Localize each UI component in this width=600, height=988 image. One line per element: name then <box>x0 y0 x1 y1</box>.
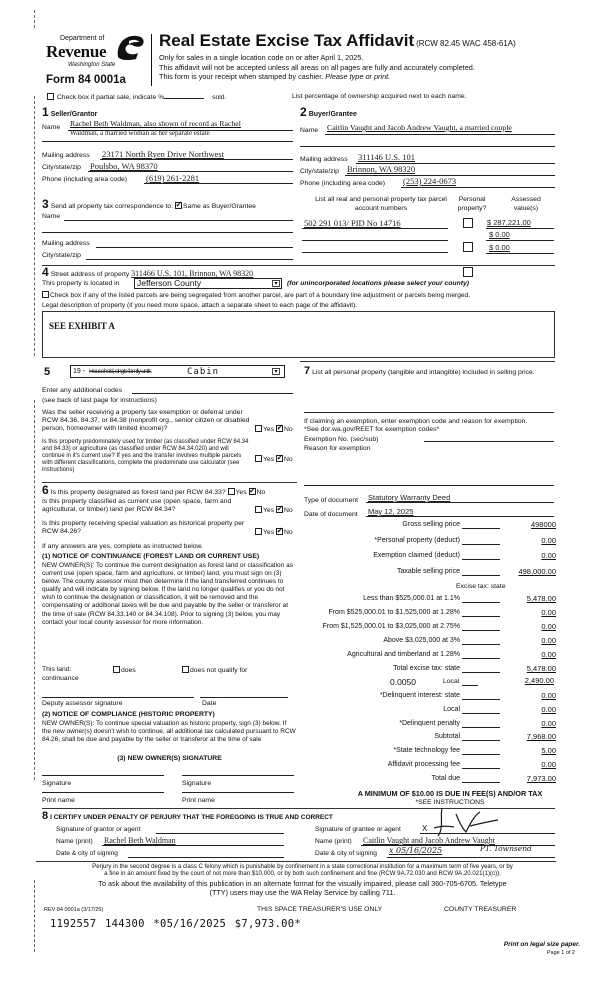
historical-no-checkbox[interactable] <box>276 528 283 535</box>
forest-land-question: Is this property designated as forest land per RCW 84.33? <box>50 489 226 496</box>
reason-for-exemption-label: Reason for exemption <box>304 445 371 452</box>
tax-row-label: Agricultural and timberland at 1.28% <box>347 651 460 658</box>
tax-row-label: *Delinquent penalty <box>399 719 460 727</box>
yes-label: Yes <box>235 489 247 496</box>
tax-row-leader-line <box>462 699 500 700</box>
q2-no-checkbox[interactable] <box>276 455 283 462</box>
buyer-name-value[interactable]: Caitlin Vaught and Jacob Andrew Vaught, a married couple <box>327 123 512 132</box>
tax-row <box>300 775 560 785</box>
seller-section-number: 1 <box>42 105 49 119</box>
tax-row-label: Exemption claimed (deduct) <box>373 552 460 559</box>
section7-label: List all personal property (tangible and intangible) included in selling price. <box>312 369 535 376</box>
grantee-name-value[interactable]: Caitlin Vaught and Jacob Andrew Vaught <box>363 836 495 845</box>
chevron-down-icon[interactable]: ▾ <box>272 280 280 287</box>
tax-row-leader-line <box>462 713 500 714</box>
land-use-value: Cabin <box>187 367 220 377</box>
correspondence-mailing-label: Mailing address <box>42 240 90 247</box>
tax-row-value[interactable]: 5,478.00 <box>526 594 556 603</box>
current-use-answer <box>255 506 293 515</box>
grantor-signature-line[interactable] <box>156 833 284 834</box>
print-name-label-1: Print name <box>42 797 75 804</box>
buyer-section <box>300 106 357 120</box>
grantor-date-label: Date & city of signing <box>56 850 118 857</box>
tax-row-label: Gross selling price <box>402 521 460 528</box>
new-owner-signature-line-1[interactable] <box>42 775 164 776</box>
exemption-no-field[interactable] <box>424 441 554 442</box>
no-label: No <box>283 529 293 536</box>
tax-row-value[interactable]: 0.00 <box>541 760 556 769</box>
buyer-section-title: Buyer/Grantee <box>308 111 357 118</box>
page-number: Page 1 of 2 <box>546 950 575 956</box>
tax-row <box>300 623 560 633</box>
timber-agriculture-question: Is this property predominately used for timber (as classified under RCW 84.34 and 84.33) or agriculture (as classified under RCW 84.34.020) and will continue in it's current use? If yes and the transfer involves multiple parcels with different classifications, complete the predominate use calculator (see instructions) <box>42 439 249 474</box>
timber-agriculture-answer <box>255 455 293 464</box>
print-name-line-2[interactable] <box>182 792 294 793</box>
section7-number: 7 <box>304 365 311 377</box>
tax-row-leader-line <box>462 559 500 560</box>
document-type-line <box>366 502 554 503</box>
personal-property-list-field[interactable] <box>304 412 554 413</box>
tax-row <box>300 761 560 771</box>
tax-row <box>300 706 560 716</box>
tax-row <box>300 733 560 743</box>
additional-codes-note: (see back of last page for instructions) <box>42 397 157 404</box>
exemption-deferral-answer <box>255 425 293 434</box>
form-title <box>159 31 516 51</box>
partial-sale-label: Check box if partial sale, indicate % <box>56 94 165 101</box>
segregated-label: Check box if any of the listed parcels are being segregated from another parcel, are part of a boundary line adjustment or parcels being merged. <box>50 292 471 299</box>
correspondence-city-line[interactable] <box>86 259 293 260</box>
print-name-line-1[interactable] <box>42 792 164 793</box>
tax-row-label: From $525,000.01 to $1,525,000 at 1.28% <box>328 609 460 616</box>
buyer-phone-line <box>401 187 555 188</box>
scan-margin-mark <box>34 400 35 780</box>
grantor-signature-label: Signature of grantor or agent <box>56 826 141 833</box>
buyer-mailing-value[interactable]: 311146 U.S. 101 <box>358 152 415 162</box>
dept-of-label: Department of <box>60 35 105 42</box>
buyer-city-label: City/state/zip <box>300 168 339 175</box>
header-subtitle <box>159 53 475 82</box>
correspondence-city-label: City/state/zip <box>42 252 81 259</box>
seller-mailing-line <box>100 159 293 160</box>
county-select-value: Jefferson County <box>137 278 202 288</box>
seller-city-label: City/state/zip <box>42 164 81 171</box>
correspondence-label: Send all property tax correspondence to: <box>50 203 174 210</box>
no-label: No <box>283 426 293 433</box>
tax-row-label: *State technology fee <box>393 747 460 755</box>
parcel-number-line[interactable] <box>302 240 448 241</box>
seller-city-line <box>88 171 293 172</box>
seller-section-title: Seller/Grantor <box>50 111 98 118</box>
tax-row-value[interactable]: 498,000.00 <box>518 566 556 576</box>
header-divider <box>151 34 152 86</box>
seller-city-value[interactable]: Poulsbo, WA 98370 <box>90 161 158 171</box>
document-date-label: Date of document <box>304 511 358 518</box>
dor-logo <box>46 33 146 77</box>
local-tax-label: Local <box>443 678 460 685</box>
notice-continuance-body: NEW OWNER(S): To continue the current designation as forest land or classification as current use (open space, farm and agriculture, or timber) land, you must sign on (3) below. The county assessor must then determine if the land transferred continues to qualify and will indicate by signing below. If the land no longer qualifies or you do not wish to continue the designation or classification, it will be removed and the compensating or additional taxes will be due and payable by the seller or transferor at the time of sale (RCW 84.33.140 or 84.34.108). Prior to signing (3) below, you may contact your local county assessor for more information. <box>42 562 293 626</box>
assessed-value-line <box>486 228 554 229</box>
legal-description-label: Legal description of property (if you need more space, attach a separate sheet to each page of the affidavit). <box>42 302 358 309</box>
grantee-signature-label: Signature of grantee or agent <box>315 826 401 833</box>
forest-land-row <box>42 484 265 498</box>
new-owner-signature-title: (3) NEW OWNER(S) SIGNATURE <box>117 755 222 762</box>
tax-row-label: Total excise tax: state <box>393 665 460 672</box>
seller-mailing-label: Mailing address <box>42 152 90 159</box>
section6-number: 6 <box>42 483 49 497</box>
tax-row-label: Local <box>443 705 460 713</box>
document-type-label: Type of document <box>304 497 359 504</box>
tax-row-leader-line <box>462 768 500 769</box>
tax-row <box>300 552 560 562</box>
q1-yes-checkbox[interactable] <box>255 425 262 432</box>
does-not-qualify-option <box>182 666 247 675</box>
grantee-signature-mark: X <box>422 824 428 833</box>
grantor-name-value[interactable]: Rachel Beth Waldman <box>104 836 176 845</box>
scan-margin-mark <box>34 96 35 356</box>
does-qualify-option <box>113 666 136 675</box>
minimum-due-note: A MINIMUM OF $10.00 IS DUE IN FEE(S) AND/OR TAX <box>357 789 543 798</box>
print-name-label-2: Print name <box>182 797 215 804</box>
legal-description-value: SEE EXHIBIT A <box>49 321 115 331</box>
grantor-name-label: Name (print) <box>56 838 93 845</box>
tax-row-leader-line <box>462 630 500 631</box>
q1-no-checkbox[interactable] <box>276 425 283 432</box>
personal-property-checkbox[interactable] <box>463 242 473 252</box>
correspondence-section <box>42 198 256 212</box>
forest-yes-checkbox[interactable] <box>228 488 235 495</box>
tax-row-label: Subtotal <box>434 733 460 741</box>
footer-divider <box>36 861 556 862</box>
parcel-number-line <box>302 228 448 229</box>
tax-row-label: *Delinquent interest: state <box>379 692 460 699</box>
tax-row <box>300 595 560 605</box>
current-use-yes-checkbox[interactable] <box>255 506 262 513</box>
certify-statement <box>42 810 333 823</box>
historical-yes-checkbox[interactable] <box>255 528 262 535</box>
buyer-name-line <box>325 134 555 135</box>
correspondence-name-line[interactable] <box>64 220 293 221</box>
excise-tax-heading: Excise tax: state <box>456 583 506 590</box>
correspondence-section-number: 3 <box>42 197 49 211</box>
does-label: does <box>121 667 136 674</box>
alt-format-line-2: (TTY) users may use the WA Relay Service by calling 711. <box>209 887 396 897</box>
notice-compliance-body: NEW OWNER(S): To continue special valuation as historic property, sign (3) below. If the new owner(s) doesn't wish to continue, all additional tax calculated pursuant to RCW 84.26, shall be due and payable by the seller or transferor at the time of sale <box>42 720 296 744</box>
tax-row <box>300 521 560 531</box>
local-tax-value[interactable]: 2,490.00 <box>524 676 554 685</box>
washington-state-label: Washington State <box>68 62 116 68</box>
tax-row-leader-line <box>462 727 500 728</box>
seller-phone-label: Phone (including area code) <box>42 176 128 183</box>
rev-code: REV 84 0001a (3/17/25) <box>44 907 104 913</box>
county-select[interactable] <box>134 278 282 289</box>
assessed-value-line <box>486 253 554 254</box>
yes-label: Yes <box>263 426 275 433</box>
parcel-header: List all real and personal property tax parcel account numbers <box>315 196 447 212</box>
grantee-date-line <box>387 857 555 858</box>
no-label: No <box>283 456 293 463</box>
title-text: Real Estate Excise Tax Affidavit <box>159 31 415 50</box>
personal-property-checkbox[interactable] <box>463 218 473 228</box>
tax-row-value[interactable]: 0.00 <box>541 704 556 714</box>
treasurer-use-label: THIS SPACE TREASURER'S USE ONLY <box>257 906 383 913</box>
no-label: No <box>283 507 293 514</box>
tax-row <box>300 747 560 757</box>
tax-row <box>300 720 560 730</box>
reason-for-exemption-field[interactable] <box>304 485 554 486</box>
land-use-section-number: 5 <box>44 366 51 378</box>
seller-name-line-2 <box>42 141 293 142</box>
parcel-number-value[interactable]: 502 291 013/ PID No 14716 <box>304 218 401 228</box>
continuance-label: continuance <box>42 675 79 682</box>
section-divider <box>300 361 555 362</box>
tax-row-leader-line <box>462 740 500 741</box>
grantee-name-label: Name (print) <box>315 838 352 845</box>
tax-row <box>300 692 560 702</box>
deputy-signature-line[interactable] <box>42 697 194 698</box>
assessed-value-header: Assessed value(s) <box>511 196 541 212</box>
segregated-checkbox[interactable] <box>42 291 49 298</box>
does-not-label: does not qualify for <box>190 667 248 674</box>
revenue-wordmark: Revenue <box>46 42 107 61</box>
dor-logo-icon <box>114 33 146 61</box>
tax-row-leader-line <box>462 658 500 659</box>
certify-text: I CERTIFY UNDER PENALTY OF PERJURY THAT THE FOREGOING IS TRUE AND CORRECT <box>50 814 333 821</box>
no-label: No <box>256 489 266 496</box>
tax-row <box>300 637 560 647</box>
seller-name-value-2[interactable]: Waldman, a married woman as her separate estate <box>70 129 210 137</box>
document-date-line <box>366 516 554 517</box>
signature-label-2: Signature <box>182 780 212 787</box>
q2-yes-checkbox[interactable] <box>255 455 262 462</box>
document-type-value[interactable]: Statutory Warranty Deed <box>368 493 451 502</box>
subtitle-line-1: Only for sales in a single location code on or after April 1, 2025. <box>159 53 364 62</box>
partial-sale-percent-field[interactable] <box>164 98 204 99</box>
tax-row-leader-line <box>462 575 500 576</box>
partial-sale-sold-label: sold. <box>212 94 227 101</box>
does-not-qualify-checkbox[interactable] <box>182 666 189 673</box>
this-land-label: This land: <box>42 666 72 673</box>
correspondence-mailing-line[interactable] <box>96 247 293 248</box>
land-use-overstrike: Household, single family units <box>89 368 151 375</box>
tax-row-label: Affidavit processing fee <box>387 761 460 768</box>
form-number: Form 84 0001a <box>46 74 126 86</box>
buyer-section-number: 2 <box>300 105 307 119</box>
tax-row <box>300 665 560 675</box>
tax-row-leader-line <box>462 644 500 645</box>
yes-label: Yes <box>263 507 275 514</box>
seller-section <box>42 106 292 120</box>
personal-property-list-label <box>304 366 554 378</box>
perjury-line-2: a fine in an amount fixed by the court of not more than $10,000, or by both such confinement and fine (RCW 9A.72.030 and RCW 9A.20.021(1)(c)). <box>104 870 501 877</box>
buyer-city-value[interactable]: Brinnon, WA 98320 <box>347 164 416 174</box>
exemption-no-label: Exemption No. (sec/sub) <box>304 436 379 443</box>
ownership-note: List percentage of ownership acquired next to each name. <box>292 93 467 100</box>
seller-name-line <box>68 130 293 131</box>
historical-question: Is this property receiving special valuation as historical property per RCW 84.26? <box>42 520 245 535</box>
parcel-number-line[interactable] <box>302 252 448 253</box>
segregated-row <box>42 291 470 300</box>
property-section-number: 4 <box>42 265 49 279</box>
assessed-value[interactable]: $ 0.00 <box>489 243 510 252</box>
subtitle-type-or-print: Please type or print. <box>325 72 391 81</box>
exemption-note: If claiming an exemption, enter exemption code and reason for exemption. *See dor.wa.gov/REET for exemption codes* <box>304 418 528 434</box>
seller-phone-line <box>144 183 293 184</box>
see-instructions-note: *SEE INSTRUCTIONS <box>415 799 485 806</box>
tax-row-value[interactable]: 498000 <box>530 520 556 529</box>
notice-compliance-title: (2) NOTICE OF COMPLIANCE (HISTORIC PROPERTY) <box>42 711 215 718</box>
notice-continuance-title: (1) NOTICE OF CONTINUANCE (FOREST LAND OR CURRENT USE) <box>42 553 260 560</box>
additional-codes-label: Enter any additional codes <box>42 387 123 394</box>
buyer-name-line-2 <box>300 146 555 147</box>
same-as-buyer-label: Same as Buyer/Grantee <box>183 203 256 210</box>
exemption-deferral-question: Was the seller receiving a property tax exemption or deferral under RCW 84.36, 84.37, or 84.38 (nonprofit org., senior citizen or disabled person, homeowner with limited income)? <box>42 409 250 432</box>
tax-row-value[interactable]: 0.00 <box>541 691 556 700</box>
grantee-signature-line <box>420 833 555 834</box>
title-rcw-reference: (RCW 82.45 WAC 458-61A) <box>416 39 516 48</box>
correspondence-name-label: Name <box>42 213 61 220</box>
grantee-city-value[interactable]: PT. Townsend <box>480 844 532 853</box>
legal-paper-note: Print on legal size paper. <box>503 941 580 948</box>
perjury-warning <box>30 863 575 877</box>
tax-row-leader-line <box>462 528 500 529</box>
yes-label: Yes <box>263 529 275 536</box>
tax-row-label: Taxable selling price <box>396 567 460 575</box>
section8-number: 8 <box>42 810 49 822</box>
tax-row-label: *Personal property (deduct) <box>374 536 460 544</box>
if-yes-instructions: If any answers are yes, complete as instructed below. <box>42 543 203 550</box>
tax-row-leader-line <box>462 602 500 603</box>
subtitle-line-3: This form is your receipt when stamped by cashier. <box>159 72 324 81</box>
chevron-down-icon[interactable]: ▾ <box>272 368 280 375</box>
new-owner-signature-line-2[interactable] <box>182 775 294 776</box>
assessed-value[interactable]: $ 287,221.00 <box>487 218 531 227</box>
deputy-date-label: Date <box>202 700 217 707</box>
does-qualify-checkbox[interactable] <box>113 666 120 673</box>
seller-name-label: Name <box>42 124 61 131</box>
buyer-mailing-label: Mailing address <box>300 156 348 163</box>
tax-row-label: Above $3,025,000 at 3% <box>383 637 460 644</box>
subtitle-line-2: This affidavit will not be accepted unless all areas on all pages are fully and accurately completed. <box>159 62 475 72</box>
additional-codes-field[interactable] <box>132 393 293 394</box>
tax-row-value[interactable]: 0.00 <box>541 718 556 728</box>
same-as-buyer-checkbox[interactable] <box>175 202 182 209</box>
tax-row-leader-line <box>462 672 500 673</box>
current-use-question: Is this property classified as current use (open space, farm and agricultural, or timber) land per RCW 84.34? <box>42 498 232 513</box>
county-note: (for unincorporated locations please select your county) <box>287 280 470 287</box>
tax-row-value[interactable]: 0.00 <box>541 551 556 560</box>
seller-mailing-value[interactable]: 23171 North Ryen Drive Northwest <box>102 149 224 159</box>
tax-row-leader-line <box>462 544 500 545</box>
grantee-date-label: Date & city of signing <box>315 850 377 857</box>
personal-property-header: Personal property? <box>457 196 487 212</box>
alt-format-note <box>30 880 575 897</box>
tax-row-label: From $1,525,000.01 to $3,025,000 at 2.75% <box>322 623 460 630</box>
local-tax-line <box>462 685 478 686</box>
street-address-label: Street address of property <box>50 271 130 278</box>
grantee-date-value[interactable]: x 05/16/2025 <box>389 846 443 855</box>
local-rate: 0.0050 <box>390 677 416 687</box>
deputy-signature-label: Deputy assessor signature <box>42 700 123 707</box>
partial-sale-checkbox[interactable] <box>47 93 54 100</box>
treasurer-stamp: 1192557 144300 *05/16/2025 $7,973.00* <box>50 918 301 930</box>
historical-answer <box>255 528 293 537</box>
correspondence-name-line-2[interactable] <box>42 232 293 233</box>
tax-row <box>300 609 560 619</box>
seller-phone-value[interactable]: (619) 261-2281 <box>146 173 200 183</box>
tax-row-value[interactable]: 7,968.00 <box>526 732 556 742</box>
deputy-date-line[interactable] <box>200 697 288 698</box>
grantor-date-line[interactable] <box>128 857 284 858</box>
tax-row-value[interactable]: 0.00 <box>541 636 556 645</box>
tax-row-value[interactable]: 5,478.00 <box>526 664 556 673</box>
signature-label-1: Signature <box>42 780 72 787</box>
tax-row <box>300 568 560 578</box>
current-use-no-checkbox[interactable] <box>276 506 283 513</box>
tax-row-value[interactable]: 5.00 <box>541 746 556 756</box>
alt-format-line-1: To ask about the availability of this publication in an alternate format for the visually impaired, please call 360-705-6705. Teletype <box>98 879 507 888</box>
legal-description-box[interactable] <box>42 311 555 358</box>
tax-row <box>300 537 560 547</box>
land-use-code: 19 - <box>73 368 86 375</box>
tax-row-leader-line <box>462 754 500 755</box>
land-use-select[interactable] <box>70 365 285 378</box>
perjury-line-1: Perjury in the second degree is a class C felony which is punishable by confinement in a state correctional institution for a maximum term of five years, or by <box>92 863 513 870</box>
buyer-name-label: Name <box>300 127 319 134</box>
tax-row-value[interactable]: 0.00 <box>541 535 556 545</box>
document-date-value[interactable]: May 12, 2025 <box>368 507 414 516</box>
buyer-phone-label: Phone (including area code) <box>300 180 386 187</box>
assessed-value-line <box>486 240 554 241</box>
scan-margin-mark <box>34 10 35 28</box>
county-treasurer-label: COUNTY TREASURER <box>444 906 517 913</box>
tax-row-label: Less than $525,000.01 at 1.1% <box>363 595 460 602</box>
buyer-phone-value[interactable]: (253) 224-0673 <box>403 176 457 186</box>
tax-row-leader-line <box>462 616 500 617</box>
tax-row-label: Total due <box>431 774 460 782</box>
street-address-value[interactable]: 311466 U.S. 101, Brinnon, WA 98320 <box>131 269 254 278</box>
yes-label: Yes <box>263 456 275 463</box>
section-divider <box>42 482 297 483</box>
forest-no-checkbox[interactable] <box>249 488 256 495</box>
tax-row-value[interactable]: 0.00 <box>541 608 556 617</box>
assessed-value[interactable]: $ 0.00 <box>489 230 510 239</box>
partial-sale-row <box>47 93 226 102</box>
tax-row-value[interactable]: 0.00 <box>541 622 556 631</box>
tax-row <box>300 651 560 661</box>
personal-property-checkbox[interactable] <box>463 267 473 277</box>
located-in-label: This property is located in <box>42 280 120 287</box>
tax-row-value[interactable]: 0.00 <box>541 650 556 659</box>
grantor-name-line <box>102 845 284 846</box>
tax-row-value[interactable]: 7,973.00 <box>526 773 556 783</box>
seller-name-value-1[interactable]: Rachel Beth Waldman, also shown of record as Rachel <box>70 119 241 128</box>
tax-row-leader-line <box>462 782 500 783</box>
